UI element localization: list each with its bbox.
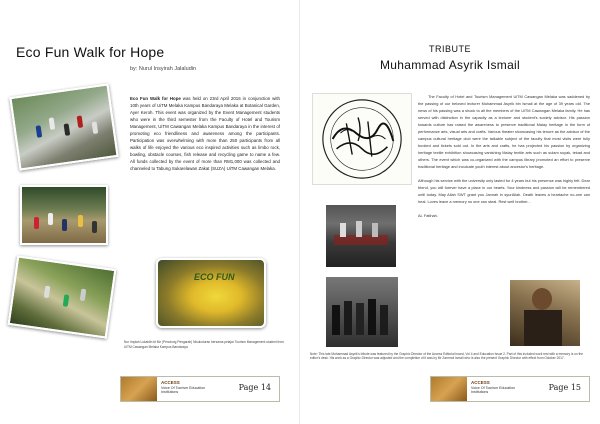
photo-caption: Nor Impiah Lukaidin bt Mz (Penolong Pengarah) Nisuluduran bersama pelajar Tourism Management student from UiTM Cawangan Melaka Kampus Bandaraya xyxy=(124,340,284,349)
access-logo-image xyxy=(121,377,157,401)
tribute-paragraph: Although his service with the university only lasted for 4 years but his presence was highly felt. Dear friend, you will forever have a place in our hearts. Your kindness and passion will be remembered until today. May Allah SWT grant you Jannah in syurAllah. Death leaves a heartache no-one can heal. Loves leave a memory no one can steal. Rest well brother... xyxy=(418,178,590,204)
tribute-body xyxy=(418,93,590,226)
page-footer-left xyxy=(120,376,280,402)
page-footer-right xyxy=(430,376,590,402)
article-body-text: was held on 23rd April 2016 in conjunction with 10th years of UiTM Melaka Kampus Bandaraya Melaka at Botanical Garden, Ayer Keroh. This event was organized by the Event Management students who were in the third semester from the Faculty of Hotel and Tourism Management, UiTM Cawangan Melaka Kampus Bandaraya in the interest of promoting eco friendliness and awareness among the participants. Participation was overwhelming with more than 250 participants from all walks of life enjoyed the various eco inspired activities such as limbo rock, bowling, obstacle courses, fish release and recycling game to name a few. All funds collected by the event of more than RM1,000 was collected and channeled to Tabung Sukarelawan Zakat (SUZA) UiTM Cawangan Melaka. xyxy=(130,96,280,171)
footer-subtitle: Voice Of Tourism Education Institutions xyxy=(471,386,516,395)
article-byline: by: Nurul Insyirah Jalaludin xyxy=(130,66,197,72)
access-logo-image xyxy=(431,377,467,401)
tribute-photo-performance xyxy=(326,205,396,267)
page-number: Page 15 xyxy=(548,383,581,392)
tribute-caption: Note: This late Muhammad Asyrik's tribute was featured by the Graphic Director of the Access Editorial board, Vol 4 and Education Issue 2. Part of this included work rest with a memory is on the editor's desk. His work as a Graphic Director was adjusted and the completion of it was by Mr Zarmnot Ismail who is also the present Graphic Director with effect from October 2017. xyxy=(310,352,584,361)
tribute-heading: TRIBUTE xyxy=(428,44,471,54)
tribute-portrait-photo xyxy=(510,280,580,346)
event-photo-group-walk xyxy=(9,83,118,170)
article-title: Eco Fun Walk for Hope xyxy=(16,44,165,60)
tribute-name: Muhammad Asyrik Ismail xyxy=(380,58,520,72)
article-body xyxy=(130,95,280,172)
signboard-text: ECO FUN xyxy=(194,272,235,282)
event-photo-crowd-forest xyxy=(20,185,108,245)
page-number: Page 14 xyxy=(238,383,271,392)
footer-title: ACCESS xyxy=(161,380,180,385)
footer-title: ACCESS xyxy=(471,380,490,385)
tribute-photo-group xyxy=(326,277,398,347)
eco-fun-signboard-photo xyxy=(156,258,266,328)
right-page xyxy=(300,0,600,424)
event-photo-fish-release xyxy=(8,255,117,338)
tribute-closing: Al- Fatihah. xyxy=(418,213,438,218)
article-body-lead: Eco Fun Walk for Hope xyxy=(130,96,181,101)
footer-subtitle: Voice Of Tourism Education Institutions xyxy=(161,386,206,395)
calligraphy-seal-image xyxy=(312,93,412,185)
tribute-paragraph: The Faculty of Hotel and Tourism Management UiTM Cawangan Melaka was saddened by the passing of our beloved lecturer Muhammad Asyrik bin Ismail at the age of 39 years old. The news of his passing was a shock to all the members of the UiTM Cawangan Melaka family. He has served with distinction in the capacity as a lecturer and student's society advisor. His passion towards culture has raised the awareness to preserve traditional Malay heritage in the form of performance arts, visual arts and crafts. Various theater showcasing his tenure as the advisor of the campus cultural heritage club were the talkable subject of the faculty that most visits were fully booked and tickets sold out. In the arts and crafts, he has projected his passion by organizing heritage textile exhibition showcasing vanishing Malay textile arts such as sulam suyak, tekad and others. The event which was co-organized with the campus library promoted an effort to preserve traditional heritage and inculcate youth interest about ancestor's heritage. xyxy=(418,94,590,169)
